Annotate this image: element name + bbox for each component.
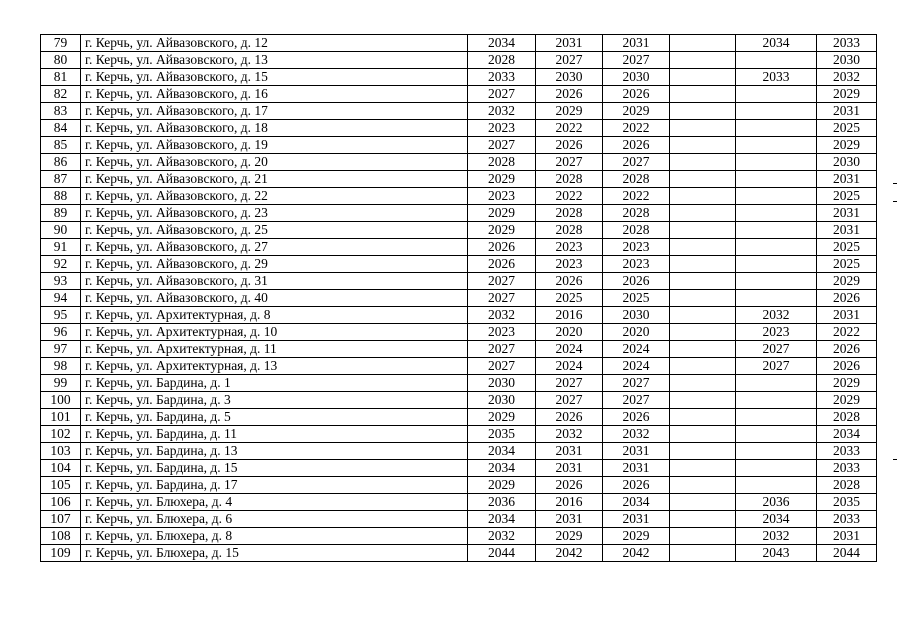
year-col-6: 2034 [817,426,877,443]
year-col-2: 2026 [536,86,603,103]
year-col-6: 2026 [817,341,877,358]
year-col-6: 2029 [817,273,877,290]
year-col-3: 2030 [603,69,670,86]
year-col-6: 2025 [817,239,877,256]
year-col-1: 2034 [468,35,536,52]
year-col-5: 2032 [736,528,817,545]
year-col-4 [670,35,736,52]
year-col-6: 2022 [817,324,877,341]
year-col-5 [736,86,817,103]
row-number: 85 [41,137,81,154]
year-col-3: 2025 [603,290,670,307]
year-col-1: 2035 [468,426,536,443]
year-col-3: 2027 [603,392,670,409]
year-col-5: 2023 [736,324,817,341]
year-col-1: 2033 [468,69,536,86]
year-col-4 [670,375,736,392]
year-col-1: 2023 [468,324,536,341]
address-cell: г. Керчь, ул. Архитектурная, д. 11 [81,341,468,358]
year-col-3: 2028 [603,222,670,239]
address-cell: г. Керчь, ул. Бардина, д. 15 [81,460,468,477]
table-row [41,103,877,120]
address-cell: г. Керчь, ул. Айвазовского, д. 15 [81,69,468,86]
row-number: 102 [41,426,81,443]
table-row [41,460,877,477]
table-row [41,154,877,171]
year-col-4 [670,171,736,188]
year-col-2: 2023 [536,239,603,256]
year-col-6: 2029 [817,137,877,154]
year-col-6: 2033 [817,511,877,528]
table-row [41,324,877,341]
year-col-3: 2023 [603,239,670,256]
year-col-5 [736,188,817,205]
year-col-1: 2044 [468,545,536,562]
year-col-1: 2026 [468,256,536,273]
year-col-1: 2036 [468,494,536,511]
year-col-6: 2031 [817,205,877,222]
year-col-2: 2028 [536,222,603,239]
year-col-6: 2028 [817,409,877,426]
year-col-5: 2034 [736,511,817,528]
row-number: 93 [41,273,81,290]
address-cell: г. Керчь, ул. Блюхера, д. 15 [81,545,468,562]
year-col-3: 2032 [603,426,670,443]
year-col-4 [670,511,736,528]
row-number: 100 [41,392,81,409]
year-col-5 [736,443,817,460]
year-col-4 [670,273,736,290]
table-row [41,52,877,69]
year-col-3: 2022 [603,188,670,205]
table-body [41,35,877,562]
row-number: 98 [41,358,81,375]
year-col-4 [670,256,736,273]
address-cell: г. Керчь, ул. Архитектурная, д. 8 [81,307,468,324]
year-col-4 [670,409,736,426]
year-col-1: 2027 [468,273,536,290]
document-page [40,34,877,562]
address-cell: г. Керчь, ул. Архитектурная, д. 13 [81,358,468,375]
repair-schedule-table [40,34,877,562]
year-col-4 [670,137,736,154]
year-col-1: 2034 [468,511,536,528]
year-col-5: 2027 [736,341,817,358]
address-cell: г. Керчь, ул. Айвазовского, д. 20 [81,154,468,171]
row-number: 96 [41,324,81,341]
year-col-5 [736,477,817,494]
row-number: 107 [41,511,81,528]
year-col-4 [670,222,736,239]
year-col-3: 2027 [603,154,670,171]
year-col-3: 2024 [603,358,670,375]
table-row [41,545,877,562]
year-col-1: 2029 [468,477,536,494]
year-col-1: 2029 [468,409,536,426]
year-col-4 [670,460,736,477]
year-col-5: 2027 [736,358,817,375]
row-number: 101 [41,409,81,426]
table-row [41,69,877,86]
year-col-4 [670,528,736,545]
year-col-4 [670,239,736,256]
year-col-3: 2031 [603,35,670,52]
year-col-2: 2026 [536,273,603,290]
address-cell: г. Керчь, ул. Айвазовского, д. 31 [81,273,468,290]
year-col-3: 2026 [603,273,670,290]
year-col-3: 2026 [603,86,670,103]
address-cell: г. Керчь, ул. Айвазовского, д. 22 [81,188,468,205]
year-col-1: 2027 [468,358,536,375]
year-col-2: 2029 [536,103,603,120]
year-col-2: 2023 [536,256,603,273]
table-row [41,511,877,528]
year-col-2: 2020 [536,324,603,341]
year-col-2: 2026 [536,137,603,154]
year-col-4 [670,392,736,409]
year-col-2: 2027 [536,392,603,409]
table-row [41,307,877,324]
year-col-1: 2030 [468,392,536,409]
year-col-1: 2029 [468,171,536,188]
year-col-4 [670,154,736,171]
year-col-1: 2028 [468,52,536,69]
year-col-2: 2031 [536,460,603,477]
year-col-3: 2024 [603,341,670,358]
year-col-5 [736,426,817,443]
year-col-4 [670,443,736,460]
year-col-1: 2034 [468,460,536,477]
row-number: 104 [41,460,81,477]
year-col-1: 2030 [468,375,536,392]
year-col-4 [670,307,736,324]
year-col-2: 2031 [536,443,603,460]
year-col-2: 2016 [536,494,603,511]
year-col-2: 2031 [536,511,603,528]
scan-edge-mark [893,201,897,202]
address-cell: г. Керчь, ул. Айвазовского, д. 23 [81,205,468,222]
year-col-3: 2020 [603,324,670,341]
year-col-6: 2025 [817,188,877,205]
address-cell: г. Керчь, ул. Айвазовского, д. 40 [81,290,468,307]
row-number: 84 [41,120,81,137]
address-cell: г. Керчь, ул. Айвазовского, д. 19 [81,137,468,154]
year-col-3: 2042 [603,545,670,562]
year-col-5 [736,256,817,273]
year-col-2: 2027 [536,52,603,69]
row-number: 109 [41,545,81,562]
address-cell: г. Керчь, ул. Бардина, д. 5 [81,409,468,426]
row-number: 97 [41,341,81,358]
year-col-4 [670,324,736,341]
row-number: 105 [41,477,81,494]
address-cell: г. Керчь, ул. Бардина, д. 17 [81,477,468,494]
year-col-2: 2027 [536,375,603,392]
year-col-4 [670,290,736,307]
year-col-5 [736,137,817,154]
year-col-5 [736,103,817,120]
row-number: 95 [41,307,81,324]
address-cell: г. Керчь, ул. Айвазовского, д. 16 [81,86,468,103]
year-col-1: 2029 [468,205,536,222]
year-col-1: 2032 [468,103,536,120]
year-col-5 [736,154,817,171]
scan-edge-mark [893,459,897,460]
year-col-4 [670,358,736,375]
year-col-4 [670,477,736,494]
year-col-4 [670,494,736,511]
row-number: 106 [41,494,81,511]
year-col-3: 2031 [603,511,670,528]
row-number: 103 [41,443,81,460]
table-row [41,273,877,290]
year-col-6: 2033 [817,443,877,460]
year-col-4 [670,52,736,69]
row-number: 92 [41,256,81,273]
year-col-1: 2032 [468,528,536,545]
address-cell: г. Керчь, ул. Айвазовского, д. 25 [81,222,468,239]
year-col-5 [736,239,817,256]
year-col-2: 2031 [536,35,603,52]
year-col-6: 2026 [817,358,877,375]
year-col-6: 2025 [817,256,877,273]
year-col-4 [670,545,736,562]
year-col-6: 2033 [817,35,877,52]
year-col-2: 2026 [536,477,603,494]
table-row [41,375,877,392]
year-col-6: 2028 [817,477,877,494]
table-row [41,188,877,205]
year-col-3: 2031 [603,460,670,477]
year-col-5 [736,52,817,69]
year-col-3: 2030 [603,307,670,324]
year-col-1: 2034 [468,443,536,460]
year-col-2: 2016 [536,307,603,324]
table-row [41,35,877,52]
year-col-5 [736,460,817,477]
table-row [41,443,877,460]
year-col-3: 2026 [603,409,670,426]
address-cell: г. Керчь, ул. Блюхера, д. 8 [81,528,468,545]
address-cell: г. Керчь, ул. Айвазовского, д. 13 [81,52,468,69]
year-col-6: 2035 [817,494,877,511]
year-col-2: 2022 [536,120,603,137]
row-number: 94 [41,290,81,307]
year-col-6: 2029 [817,375,877,392]
year-col-5: 2033 [736,69,817,86]
year-col-3: 2027 [603,375,670,392]
year-col-6: 2026 [817,290,877,307]
year-col-1: 2028 [468,154,536,171]
address-cell: г. Керчь, ул. Айвазовского, д. 27 [81,239,468,256]
year-col-1: 2029 [468,222,536,239]
year-col-3: 2028 [603,205,670,222]
row-number: 83 [41,103,81,120]
year-col-5 [736,290,817,307]
address-cell: г. Керчь, ул. Айвазовского, д. 12 [81,35,468,52]
year-col-2: 2028 [536,205,603,222]
year-col-2: 2024 [536,341,603,358]
year-col-2: 2029 [536,528,603,545]
table-row [41,477,877,494]
year-col-6: 2030 [817,154,877,171]
year-col-2: 2026 [536,409,603,426]
year-col-5: 2043 [736,545,817,562]
year-col-4 [670,426,736,443]
year-col-6: 2032 [817,69,877,86]
year-col-5: 2036 [736,494,817,511]
year-col-6: 2029 [817,392,877,409]
year-col-4 [670,341,736,358]
year-col-6: 2031 [817,171,877,188]
year-col-3: 2029 [603,528,670,545]
table-row [41,494,877,511]
year-col-6: 2031 [817,528,877,545]
table-row [41,409,877,426]
row-number: 91 [41,239,81,256]
year-col-2: 2022 [536,188,603,205]
row-number: 81 [41,69,81,86]
table-row [41,528,877,545]
table-row [41,256,877,273]
table-row [41,426,877,443]
year-col-3: 2023 [603,256,670,273]
year-col-5: 2032 [736,307,817,324]
address-cell: г. Керчь, ул. Бардина, д. 3 [81,392,468,409]
address-cell: г. Керчь, ул. Бардина, д. 11 [81,426,468,443]
year-col-2: 2024 [536,358,603,375]
year-col-1: 2026 [468,239,536,256]
year-col-2: 2028 [536,171,603,188]
year-col-4 [670,86,736,103]
scan-edge-mark [893,183,897,184]
year-col-6: 2033 [817,460,877,477]
year-col-2: 2025 [536,290,603,307]
address-cell: г. Керчь, ул. Айвазовского, д. 18 [81,120,468,137]
year-col-1: 2027 [468,137,536,154]
year-col-5 [736,273,817,290]
year-col-3: 2027 [603,52,670,69]
year-col-5 [736,375,817,392]
table-row [41,392,877,409]
year-col-5 [736,205,817,222]
address-cell: г. Керчь, ул. Архитектурная, д. 10 [81,324,468,341]
year-col-1: 2027 [468,341,536,358]
table-row [41,137,877,154]
year-col-5 [736,222,817,239]
year-col-4 [670,103,736,120]
table-row [41,341,877,358]
year-col-5 [736,171,817,188]
address-cell: г. Керчь, ул. Айвазовского, д. 29 [81,256,468,273]
year-col-3: 2029 [603,103,670,120]
year-col-6: 2030 [817,52,877,69]
row-number: 88 [41,188,81,205]
year-col-1: 2027 [468,290,536,307]
address-cell: г. Керчь, ул. Айвазовского, д. 17 [81,103,468,120]
row-number: 82 [41,86,81,103]
year-col-5 [736,409,817,426]
address-cell: г. Керчь, ул. Айвазовского, д. 21 [81,171,468,188]
address-cell: г. Керчь, ул. Блюхера, д. 6 [81,511,468,528]
year-col-1: 2023 [468,188,536,205]
row-number: 87 [41,171,81,188]
year-col-1: 2032 [468,307,536,324]
table-row [41,239,877,256]
table-row [41,222,877,239]
year-col-2: 2030 [536,69,603,86]
year-col-4 [670,205,736,222]
year-col-6: 2031 [817,307,877,324]
year-col-6: 2044 [817,545,877,562]
year-col-3: 2026 [603,137,670,154]
year-col-5 [736,120,817,137]
year-col-4 [670,120,736,137]
year-col-3: 2028 [603,171,670,188]
row-number: 108 [41,528,81,545]
row-number: 99 [41,375,81,392]
year-col-4 [670,69,736,86]
year-col-6: 2031 [817,103,877,120]
year-col-1: 2023 [468,120,536,137]
year-col-5: 2034 [736,35,817,52]
year-col-4 [670,188,736,205]
year-col-2: 2032 [536,426,603,443]
table-row [41,120,877,137]
table-row [41,205,877,222]
year-col-3: 2022 [603,120,670,137]
year-col-3: 2031 [603,443,670,460]
address-cell: г. Керчь, ул. Блюхера, д. 4 [81,494,468,511]
table-row [41,358,877,375]
year-col-3: 2034 [603,494,670,511]
row-number: 90 [41,222,81,239]
table-row [41,290,877,307]
address-cell: г. Керчь, ул. Бардина, д. 13 [81,443,468,460]
year-col-2: 2042 [536,545,603,562]
row-number: 80 [41,52,81,69]
year-col-6: 2031 [817,222,877,239]
year-col-6: 2029 [817,86,877,103]
year-col-1: 2027 [468,86,536,103]
table-row [41,86,877,103]
table-row [41,171,877,188]
row-number: 79 [41,35,81,52]
address-cell: г. Керчь, ул. Бардина, д. 1 [81,375,468,392]
row-number: 89 [41,205,81,222]
row-number: 86 [41,154,81,171]
year-col-3: 2026 [603,477,670,494]
year-col-5 [736,392,817,409]
year-col-6: 2025 [817,120,877,137]
year-col-2: 2027 [536,154,603,171]
